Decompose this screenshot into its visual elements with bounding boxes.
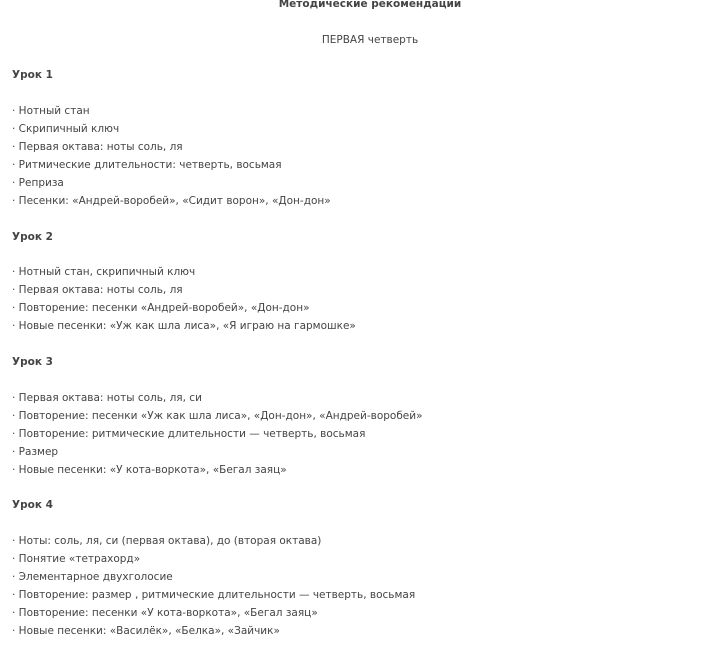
- lesson-3-list: [12, 389, 423, 479]
- list-item: · Размер: [12, 446, 59, 458]
- lesson-1-heading: Урок 1: [12, 69, 53, 81]
- lesson-2-heading: Урок 2: [12, 231, 53, 243]
- list-item: · Ноты: соль, ля, си (первая октава), до (вторая октава): [12, 535, 322, 547]
- list-item: · Повторение: песенки «Андрей-воробей», «Дон-дон»: [12, 302, 310, 314]
- page-title: Методические рекомендации: [278, 0, 462, 10]
- list-item: · Нотный стан: [12, 105, 90, 117]
- list-item: · Реприза: [12, 177, 64, 189]
- list-item: · Новые песенки: «Василёк», «Белка», «Зайчик»: [12, 625, 280, 637]
- list-item: · Повторение: песенки «Уж как шла лиса», «Дон-дон», «Андрей-воробей»: [12, 410, 423, 422]
- list-item: · Первая октава: ноты соль, ля, си: [12, 392, 202, 404]
- lesson-4-heading: Урок 4: [12, 499, 53, 511]
- list-item: · Повторение: ритмические длительности — четверть, восьмая: [12, 428, 366, 440]
- list-item: · Элементарное двухголосие: [12, 571, 173, 583]
- list-item: · Первая октава: ноты соль, ля: [12, 284, 183, 296]
- list-item: · Понятие «тетрахорд»: [12, 553, 141, 565]
- list-item: · Повторение: песенки «У кота-воркота», «Бегал заяц»: [12, 607, 318, 619]
- list-item: · Нотный стан, скрипичный ключ: [12, 266, 196, 278]
- lesson-4-list: [12, 532, 415, 640]
- lesson-1-list: [12, 102, 331, 210]
- list-item: · Повторение: размер , ритмические длительности — четверть, восьмая: [12, 589, 416, 601]
- list-item: · Песенки: «Андрей-воробей», «Сидит ворон», «Дон-дон»: [12, 195, 331, 207]
- lesson-3-heading: Урок 3: [12, 356, 53, 368]
- list-item: · Первая октава: ноты соль, ля: [12, 141, 183, 153]
- list-item: · Ритмические длительности: четверть, восьмая: [12, 159, 282, 171]
- list-item: · Скрипичный ключ: [12, 123, 120, 135]
- list-item: · Новые песенки: «Уж как шла лиса», «Я играю на гармошке»: [12, 320, 356, 332]
- list-item: · Новые песенки: «У кота-воркота», «Бегал заяц»: [12, 464, 287, 476]
- lesson-2-list: [12, 263, 356, 335]
- subtitle-quarter: ПЕРВАЯ четверть: [321, 34, 419, 46]
